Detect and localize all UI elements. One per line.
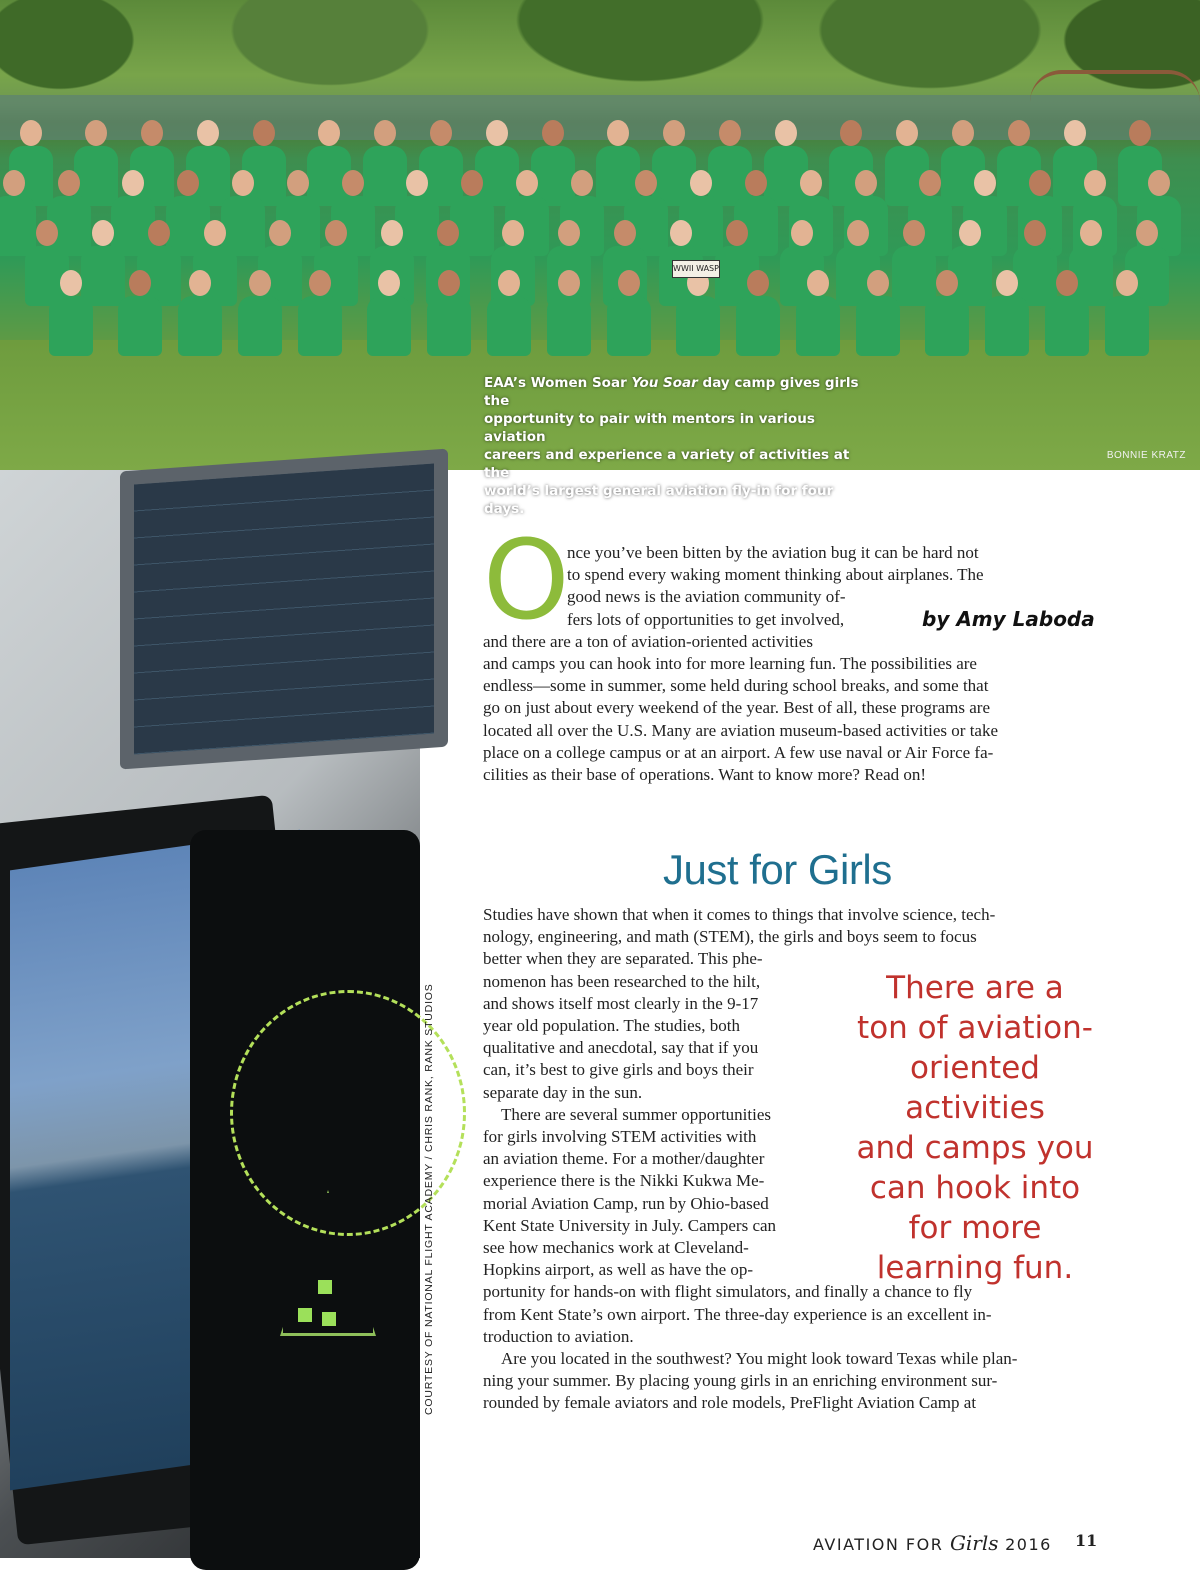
person-head [36, 220, 58, 246]
person-head [253, 120, 275, 146]
person-figure [367, 296, 411, 356]
photo-crowd [0, 110, 1200, 390]
person-head [318, 120, 340, 146]
person-figure [118, 296, 162, 356]
person-figure [0, 196, 36, 256]
person-figure [796, 296, 840, 356]
text-line: separate day in the sun. [483, 1082, 643, 1102]
person-head [896, 120, 918, 146]
person-figure [892, 246, 936, 306]
pull-quote-line: activities [905, 1090, 1045, 1126]
person-head [374, 120, 396, 146]
text-line: and there are a ton of aviation-oriented activities [483, 631, 813, 651]
publication-script: Girls [949, 1531, 999, 1555]
person-figure [985, 296, 1029, 356]
person-head [1084, 170, 1106, 196]
person-head [148, 220, 170, 246]
person-head [558, 270, 580, 296]
person-head [85, 120, 107, 146]
photo-credit-vertical: COURTESY OF NATIONAL FLIGHT ACADEMY / CHRIS RANK, RANK STUDIOS [423, 983, 435, 1415]
person-figure [81, 246, 125, 306]
person-head [1008, 120, 1030, 146]
person-head [1080, 220, 1102, 246]
person-figure [856, 296, 900, 356]
person-head [232, 170, 254, 196]
person-head [1064, 120, 1086, 146]
person-figure [1105, 296, 1149, 356]
person-head [1116, 270, 1138, 296]
person-figure [547, 296, 591, 356]
person-head [58, 170, 80, 196]
person-head [1024, 220, 1046, 246]
person-head [807, 270, 829, 296]
person-head [3, 170, 25, 196]
person-head [189, 270, 211, 296]
person-figure [49, 296, 93, 356]
person-head [719, 120, 741, 146]
text-line: nce you’ve been bitten by the aviation bug it can be hard not [567, 543, 979, 562]
photo-credit: BONNIE KRATZ [1106, 450, 1186, 461]
photo-bridge [1030, 70, 1200, 102]
text-line: year old population. The studies, both [483, 1016, 741, 1036]
person-head [670, 220, 692, 246]
person-figure [736, 296, 780, 356]
person-figure [1045, 296, 1089, 356]
person-head [309, 270, 331, 296]
person-head [249, 270, 271, 296]
person-figure [676, 296, 720, 356]
photo-caption [484, 374, 864, 518]
text-line: see how mechanics work at Cleveland- [483, 1238, 749, 1258]
text-line: an aviation theme. For a mother/daughter [483, 1149, 765, 1169]
person-head [840, 120, 862, 146]
person-head [406, 170, 428, 196]
text-line: place on a college campus or at an airport. A few use naval or Air Force fa- [483, 742, 994, 762]
person-head [936, 270, 958, 296]
person-head [1029, 170, 1051, 196]
person-head [461, 170, 483, 196]
person-head [1129, 120, 1151, 146]
person-figure [298, 296, 342, 356]
text-line: go on just about every weekend of the year. Best of all, these programs are [483, 698, 991, 718]
person-head [974, 170, 996, 196]
text-line: Kent State University in July. Campers can [483, 1215, 777, 1235]
person-head [498, 270, 520, 296]
person-head [607, 120, 629, 146]
text-line: for girls involving STEM activities with [483, 1127, 757, 1147]
person-head [430, 120, 452, 146]
person-head [437, 220, 459, 246]
text-line: portunity for hands-on with flight simulators, and finally a chance to fly [483, 1282, 973, 1302]
person-head [342, 170, 364, 196]
text-line: rounded by female aviators and role models, PreFlight Aviation Camp at [483, 1393, 977, 1413]
person-figure [487, 296, 531, 356]
person-head [141, 120, 163, 146]
text-line: ning your summer. By placing young girls in an enriching environment sur- [483, 1371, 998, 1391]
person-head [122, 170, 144, 196]
text-line: morial Aviation Camp, run by Ohio-based [483, 1193, 769, 1213]
person-head [129, 270, 151, 296]
group-photo [0, 0, 1200, 517]
person-head [571, 170, 593, 196]
page-number: 11 [1075, 1531, 1098, 1550]
indicator-light [318, 1280, 332, 1294]
caption-line: EAA’s Women Soar You Soar day camp gives girls the [484, 375, 859, 409]
person-head [726, 220, 748, 246]
person-head [381, 220, 403, 246]
person-head [800, 170, 822, 196]
person-head [745, 170, 767, 196]
person-head [1148, 170, 1170, 196]
text-line: qualitative and anecdotal, say that if you [483, 1038, 759, 1058]
pull-quote-line: for more [908, 1210, 1042, 1246]
person-head [996, 270, 1018, 296]
person-head [378, 270, 400, 296]
pull-quote-line: learning fun. [876, 1250, 1074, 1286]
text-line: better when they are separated. This phe- [483, 949, 763, 969]
text-line: Hopkins airport, as well as have the op- [483, 1260, 754, 1280]
pull-quote-line: There are a [886, 970, 1064, 1006]
person-head [516, 170, 538, 196]
person-figure [607, 296, 651, 356]
person-head [775, 120, 797, 146]
person-head [867, 270, 889, 296]
simulator-photo [0, 470, 420, 1558]
person-figure [363, 146, 407, 206]
text-line: Studies have shown that when it comes to things that involve science, tech- [483, 905, 996, 924]
caption-line: opportunity to pair with mentors in various aviation [484, 411, 815, 445]
person-head [438, 270, 460, 296]
text-line: to spend every waking moment thinking about airplanes. The [567, 565, 984, 585]
text-line: There are several summer opportunities [501, 1104, 772, 1124]
publication-name: AVIATION FOR [813, 1535, 944, 1554]
person-head [287, 170, 309, 196]
lead-paragraph [483, 542, 1093, 786]
pull-quote-line: oriented [910, 1050, 1040, 1086]
person-head [614, 220, 636, 246]
text-line: and shows itself most clearly in the 9-17 [483, 993, 759, 1013]
text-line: can, it’s best to give girls and boys their [483, 1060, 754, 1080]
person-head [903, 220, 925, 246]
person-head [269, 220, 291, 246]
person-head [618, 270, 640, 296]
person-head [197, 120, 219, 146]
text-line: cilities as their base of operations. Want to know more? Read on! [483, 765, 927, 785]
person-head [542, 120, 564, 146]
text-line: and camps you can hook into for more learning fun. The possibilities are [483, 654, 977, 674]
indicator-light [322, 1312, 336, 1326]
person-head [747, 270, 769, 296]
person-head [635, 170, 657, 196]
running-footer [813, 1531, 1052, 1555]
person-figure [427, 296, 471, 356]
person-head [1136, 220, 1158, 246]
person-head [204, 220, 226, 246]
byline: by Amy Laboda [922, 607, 1095, 631]
person-head [791, 220, 813, 246]
pull-quote [840, 968, 1110, 1288]
person-head [1056, 270, 1078, 296]
caption-line: world’s largest general aviation fly-in for four days. [484, 483, 834, 517]
section-heading: Just for Girls [663, 846, 892, 893]
text-line: from Kent State’s own airport. The three-day experience is an excellent in- [483, 1304, 992, 1324]
text-line: fers lots of opportunities to get involved, [567, 609, 845, 629]
person-head [847, 220, 869, 246]
person-head [690, 170, 712, 196]
person-figure [238, 296, 282, 356]
text-line: Are you located in the southwest? You might look toward Texas while plan- [501, 1349, 1018, 1369]
person-head [558, 220, 580, 246]
person-head [92, 220, 114, 246]
person-head [325, 220, 347, 246]
radar-monitor [120, 449, 448, 770]
caption-line: careers and experience a variety of activities at the [484, 447, 850, 481]
person-head [20, 120, 42, 146]
photo-sign: WWII WASP [672, 260, 720, 278]
person-figure [925, 296, 969, 356]
indicator-light [298, 1308, 312, 1322]
text-line: located all over the U.S. Many are aviation museum-based activities or take [483, 720, 999, 740]
person-head [177, 170, 199, 196]
publication-year: 2016 [1005, 1535, 1052, 1554]
pull-quote-line: and camps you [856, 1130, 1094, 1166]
person-head [919, 170, 941, 196]
person-head [663, 120, 685, 146]
person-head [486, 120, 508, 146]
text-line: experience there is the Nikki Kukwa Me- [483, 1171, 765, 1191]
pull-quote-line: can hook into [869, 1170, 1081, 1206]
person-figure [178, 296, 222, 356]
person-head [60, 270, 82, 296]
person-head [855, 170, 877, 196]
text-line: good news is the aviation community of- [567, 587, 846, 607]
text-line: endless—some in summer, some held during school breaks, and some that [483, 676, 989, 696]
text-line: troduction to aviation. [483, 1326, 634, 1346]
person-head [952, 120, 974, 146]
text-line: nology, engineering, and math (STEM), the girls and boys seem to focus [483, 927, 977, 947]
person-head [959, 220, 981, 246]
drop-cap: O [483, 516, 570, 644]
pull-quote-line: ton of aviation- [857, 1010, 1093, 1046]
text-line: nomenon has been researched to the hilt, [483, 971, 761, 991]
person-head [502, 220, 524, 246]
